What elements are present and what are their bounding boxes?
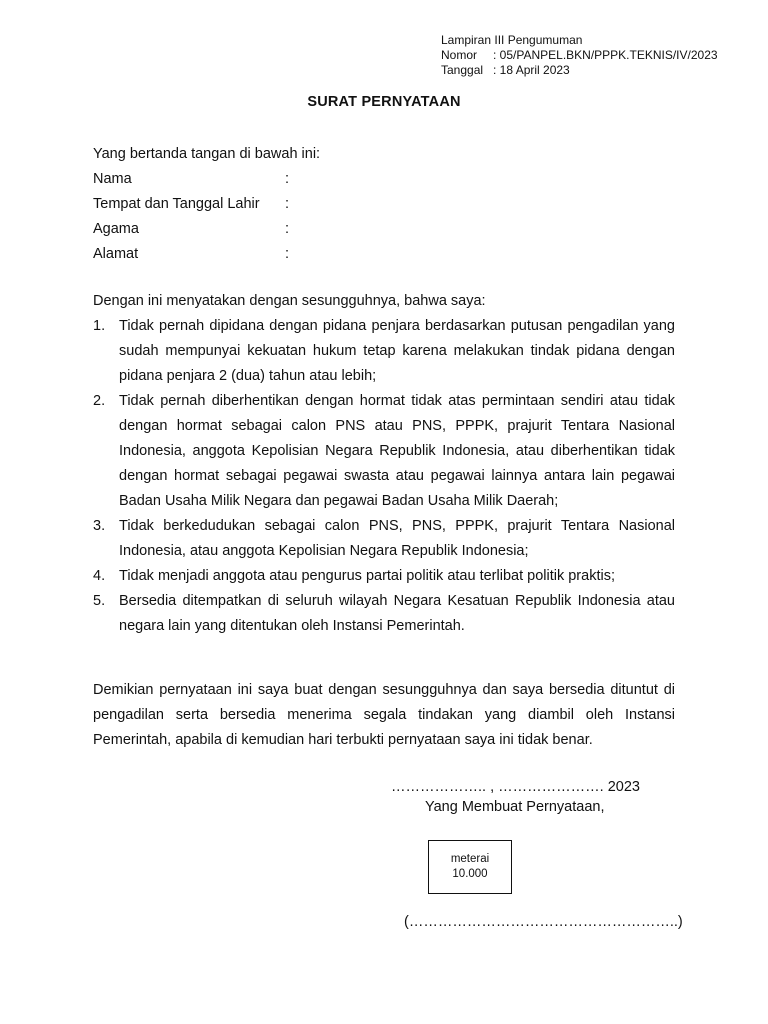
stamp-label: meterai <box>450 853 490 865</box>
list-item <box>93 389 675 514</box>
list-text: Tidak menjadi anggota atau pengurus partai politik atau terlibat politik praktis; <box>119 568 615 584</box>
signature-name-line: (………………………………………………..) <box>404 914 683 930</box>
statement-list <box>93 314 675 639</box>
field-row-ttl <box>93 192 320 217</box>
field-label: Tempat dan Tanggal Lahir <box>93 196 260 212</box>
field-row-agama <box>93 217 320 242</box>
nomor-row <box>441 48 718 63</box>
list-text: Bersedia ditempatkan di seluruh wilayah Negara Kesatuan Republik Indonesia atau negara lain yang ditentukan oleh Instansi Pemerintah. <box>119 593 675 634</box>
list-item <box>93 314 675 389</box>
field-label: Agama <box>93 221 139 237</box>
list-number: 5. <box>93 593 106 609</box>
field-row-alamat <box>93 242 320 267</box>
tanggal-value: : 18 April 2023 <box>493 63 570 77</box>
list-item <box>93 564 675 589</box>
field-colon: : <box>285 196 290 212</box>
statement-opening: Dengan ini menyatakan dengan sesungguhnya, bahwa saya: <box>93 293 486 309</box>
intro-text: Yang bertanda tangan di bawah ini: <box>93 146 321 162</box>
list-number: 3. <box>93 518 106 534</box>
list-text: Tidak pernah diberhentikan dengan hormat tidak atas permintaan sendiri atau tidak dengan hormat sebagai calon PNS atau PNS, PPPK, prajurit Tentara Nasional Indonesia, anggota Kepolisian Negara Republik Indonesia, atau diberhentikan tidak dengan hormat sebagai pegawai swasta atau pegawai lainnya antara lain pegawai Badan Usaha Milik Negara dan pegawai Badan Usaha Milik Daerah; <box>119 393 675 509</box>
nomor-value: : 05/PANPEL.BKN/PPPK.TEKNIS/IV/2023 <box>493 48 718 62</box>
list-number: 2. <box>93 393 106 409</box>
list-item <box>93 589 675 639</box>
tanggal-label: Tanggal <box>441 63 484 77</box>
place-date-line: ……………….. , …………………. 2023 <box>391 779 640 795</box>
field-row-nama <box>93 167 320 192</box>
list-item <box>93 514 675 564</box>
identity-section <box>93 142 320 267</box>
signer-label: Yang Membuat Pernyataan, <box>425 799 605 815</box>
field-colon: : <box>285 221 290 237</box>
field-colon: : <box>285 246 290 262</box>
field-label: Nama <box>93 171 132 187</box>
stamp-box <box>428 840 512 894</box>
field-colon: : <box>285 171 290 187</box>
document-title: SURAT PERNYATAAN <box>307 94 461 110</box>
list-number: 1. <box>93 318 106 334</box>
attachment-label: Lampiran III Pengumuman <box>441 33 583 47</box>
closing-paragraph: Demikian pernyataan ini saya buat dengan sesungguhnya dan saya bersedia dituntut di pengadilan serta bersedia menerima segala tindakan yang diambil oleh Instansi Pemerintah, apabila di kemudian hari terbukti pernyataan saya ini tidak benar. <box>93 682 675 748</box>
attachment-header <box>441 33 718 78</box>
list-text: Tidak pernah dipidana dengan pidana penjara berdasarkan putusan pengadilan yang sudah mempunyai kekuatan hukum tetap karena melakukan tindak pidana dengan pidana penjara 2 (dua) tahun atau lebih; <box>119 318 675 384</box>
list-text: Tidak berkedudukan sebagai calon PNS, PNS, PPPK, prajurit Tentara Nasional Indonesia, atau anggota Kepolisian Negara Republik Indonesia; <box>119 518 675 559</box>
nomor-label: Nomor <box>441 48 478 62</box>
stamp-value: 10.000 <box>452 868 488 880</box>
list-number: 4. <box>93 568 106 584</box>
tanggal-row <box>441 63 718 78</box>
field-label: Alamat <box>93 246 139 262</box>
